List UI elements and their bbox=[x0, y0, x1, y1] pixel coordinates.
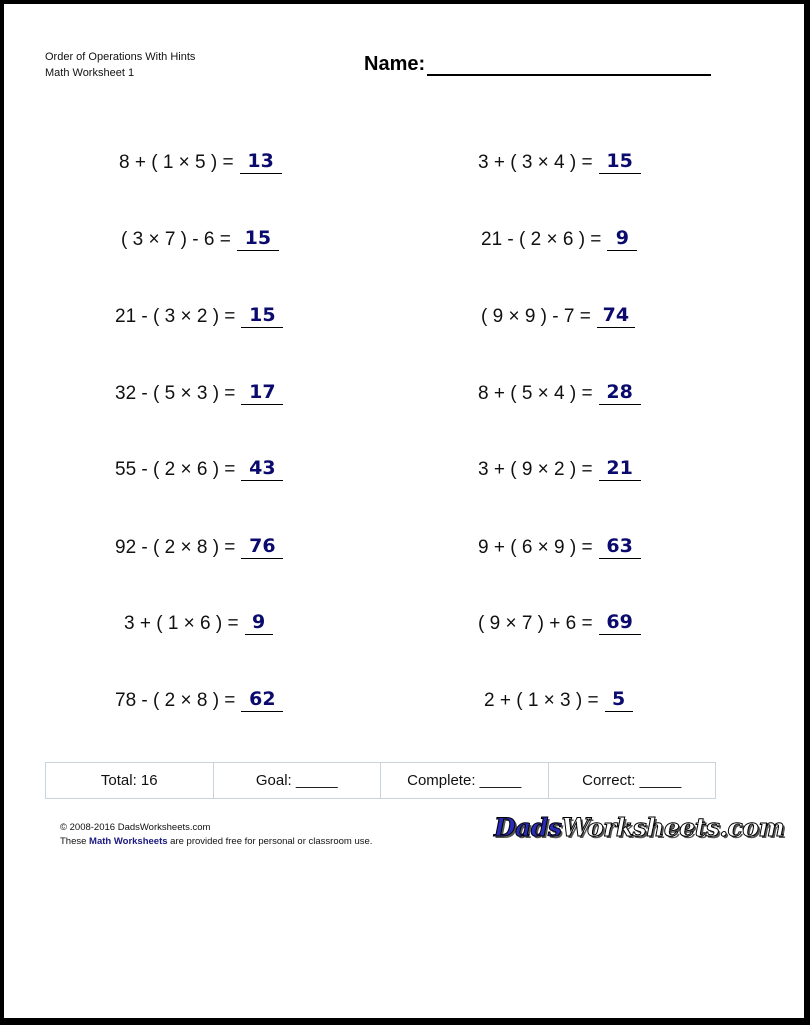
problem-expression: 55 - ( 2 × 6 ) = bbox=[115, 459, 236, 480]
problem-right-6 bbox=[478, 535, 641, 559]
problem-right-2 bbox=[481, 227, 637, 251]
goal-cell: Goal: _____ bbox=[214, 763, 382, 798]
problem-expression: 2 + ( 1 × 3 ) = bbox=[484, 690, 599, 711]
problem-expression: 8 + ( 5 × 4 ) = bbox=[478, 383, 593, 404]
problem-expression: ( 3 × 7 ) - 6 = bbox=[121, 229, 231, 250]
problem-expression: 21 - ( 3 × 2 ) = bbox=[115, 306, 236, 327]
problem-answer: 74 bbox=[597, 304, 635, 328]
problem-right-3 bbox=[481, 304, 635, 328]
problem-answer: 15 bbox=[241, 304, 283, 328]
problem-answer: 21 bbox=[599, 457, 641, 481]
problem-expression: 78 - ( 2 × 8 ) = bbox=[115, 690, 236, 711]
problem-left-2 bbox=[121, 227, 279, 251]
problem-right-8 bbox=[484, 688, 633, 712]
problem-answer: 43 bbox=[241, 457, 283, 481]
worksheet-subtitle: Math Worksheet 1 bbox=[45, 67, 135, 79]
problem-answer: 9 bbox=[607, 227, 637, 251]
score-summary-table bbox=[45, 762, 716, 799]
problem-right-7 bbox=[478, 611, 641, 635]
problem-left-1 bbox=[119, 150, 282, 174]
problem-left-4 bbox=[115, 381, 283, 405]
logo-part-dads: Dads bbox=[494, 813, 562, 842]
total-cell: Total: 16 bbox=[46, 763, 214, 798]
problem-right-1 bbox=[478, 150, 641, 174]
problem-answer: 28 bbox=[599, 381, 641, 405]
problem-answer: 15 bbox=[237, 227, 279, 251]
problem-expression: 32 - ( 5 × 3 ) = bbox=[115, 383, 236, 404]
problem-left-5 bbox=[115, 457, 283, 481]
problem-left-7 bbox=[124, 611, 273, 635]
math-worksheets-link[interactable]: Math Worksheets bbox=[89, 836, 168, 847]
problem-left-6 bbox=[115, 535, 283, 559]
problem-expression: 9 + ( 6 × 9 ) = bbox=[478, 537, 593, 558]
usage-prefix: These bbox=[60, 836, 90, 847]
problem-answer: 5 bbox=[605, 688, 633, 712]
problem-answer: 15 bbox=[599, 150, 641, 174]
worksheet-header bbox=[45, 49, 195, 81]
problem-left-8 bbox=[115, 688, 283, 712]
copyright-text: © 2008-2016 DadsWorksheets.com bbox=[60, 822, 211, 833]
logo-part-worksheets: Worksheets.com bbox=[561, 813, 785, 842]
usage-suffix: are provided free for personal or classroom use. bbox=[167, 836, 373, 847]
problem-expression: 92 - ( 2 × 8 ) = bbox=[115, 537, 236, 558]
name-blank-line[interactable] bbox=[427, 52, 711, 76]
problem-answer: 9 bbox=[245, 611, 273, 635]
problem-answer: 69 bbox=[599, 611, 641, 635]
problem-expression: 3 + ( 3 × 4 ) = bbox=[478, 152, 593, 173]
name-field bbox=[364, 52, 711, 76]
problem-expression: 3 + ( 1 × 6 ) = bbox=[124, 613, 239, 634]
problem-right-4 bbox=[478, 381, 641, 405]
usage-note bbox=[60, 835, 372, 849]
problem-expression: 8 + ( 1 × 5 ) = bbox=[119, 152, 234, 173]
problem-answer: 63 bbox=[599, 535, 641, 559]
problem-expression: ( 9 × 9 ) - 7 = bbox=[481, 306, 591, 327]
problem-answer: 17 bbox=[241, 381, 283, 405]
dadsworksheets-logo[interactable] bbox=[494, 813, 784, 842]
worksheet-title: Order of Operations With Hints bbox=[45, 51, 196, 63]
problem-right-5 bbox=[478, 457, 641, 481]
problem-expression: ( 9 × 7 ) + 6 = bbox=[478, 613, 593, 634]
complete-cell: Complete: _____ bbox=[381, 763, 549, 798]
correct-cell: Correct: _____ bbox=[582, 772, 682, 789]
problem-answer: 76 bbox=[241, 535, 283, 559]
name-label: Name: bbox=[364, 53, 426, 75]
problem-left-3 bbox=[115, 304, 283, 328]
problem-answer: 13 bbox=[240, 150, 282, 174]
problem-expression: 3 + ( 9 × 2 ) = bbox=[478, 459, 593, 480]
problem-expression: 21 - ( 2 × 6 ) = bbox=[481, 229, 602, 250]
footer bbox=[60, 821, 372, 849]
problem-answer: 62 bbox=[241, 688, 283, 712]
